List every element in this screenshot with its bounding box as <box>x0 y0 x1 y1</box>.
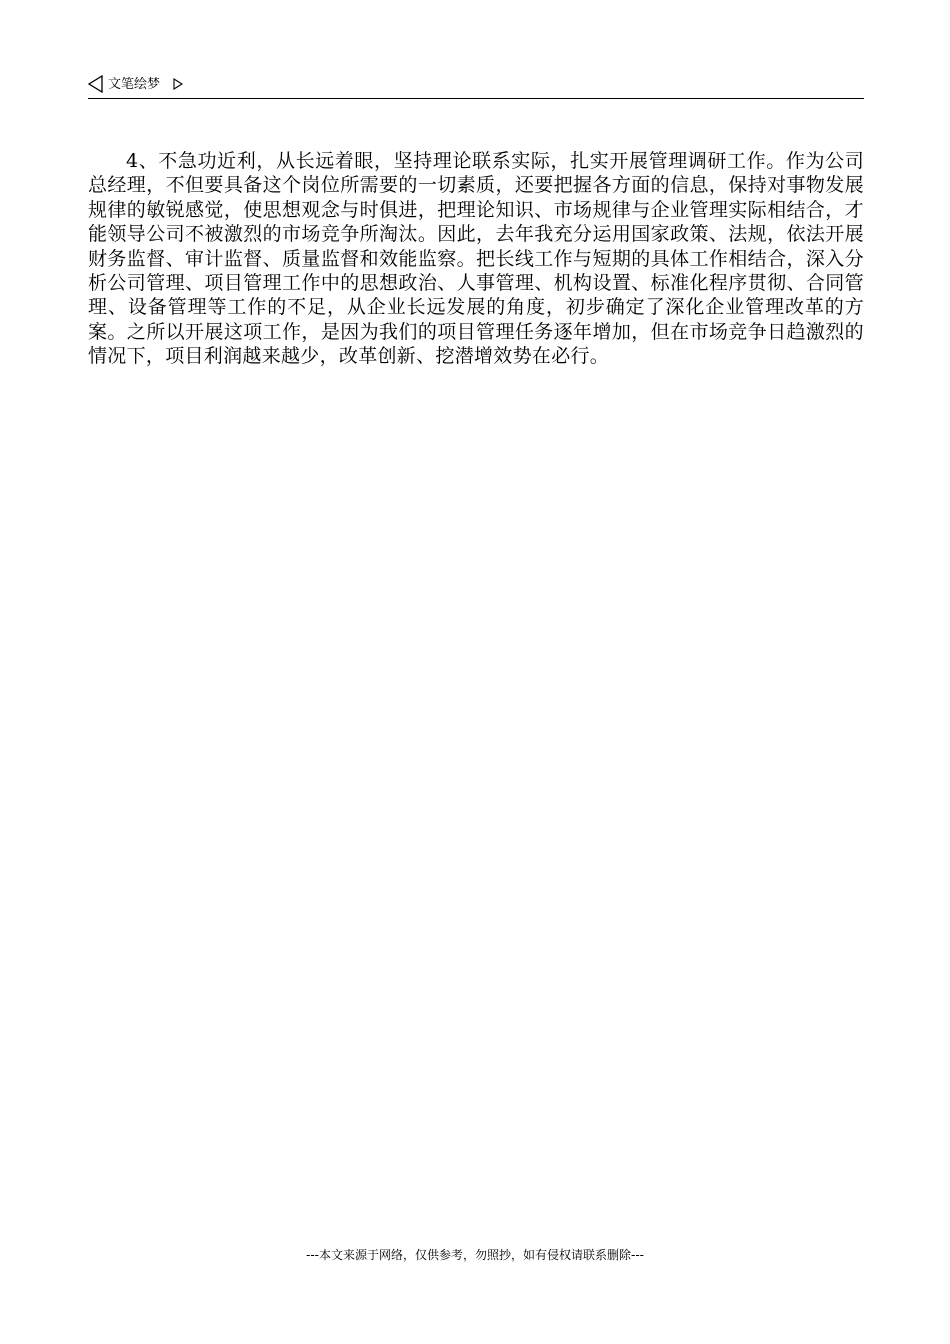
right-triangle-icon <box>173 78 183 90</box>
body-paragraph: 4、不急功近利，从长远着眼，坚持理论联系实际，扎实开展管理调研工作。作为公司总经理，不但要具备这个岗位所需要的一切素质，还要把握各方面的信息，保持对事物发展规律的敏锐感觉，使思想观念与时俱进，把理论知识、市场规律与企业管理实际相结合，才能领导公司不被激烈的市场竞争所淘汰。因此，去年我充分运用国家政策、法规，依法开展财务监督、审计监督、质量监督和效能监察。把长线工作与短期的具体工作相结合，深入分析公司管理、项目管理工作中的思想政治、人事管理、机构设置、标准化程序贯彻、合同管理、设备管理等工作的不足，从企业长远发展的角度，初步确定了深化企业管理改革的方案。之所以开展这项工作，是因为我们的项目管理任务逐年增加，但在市场竞争日趋激烈的情况下，项目利润越来越少，改革创新、挖潜增效势在必行。 <box>88 150 864 368</box>
page-header <box>88 74 864 99</box>
header-title: 文笔绘梦 <box>108 77 161 92</box>
footer-notice: ---本文来源于网络，仅供参考，勿照抄，如有侵权请联系删除--- <box>306 1248 644 1262</box>
left-triangle-icon <box>88 75 104 93</box>
